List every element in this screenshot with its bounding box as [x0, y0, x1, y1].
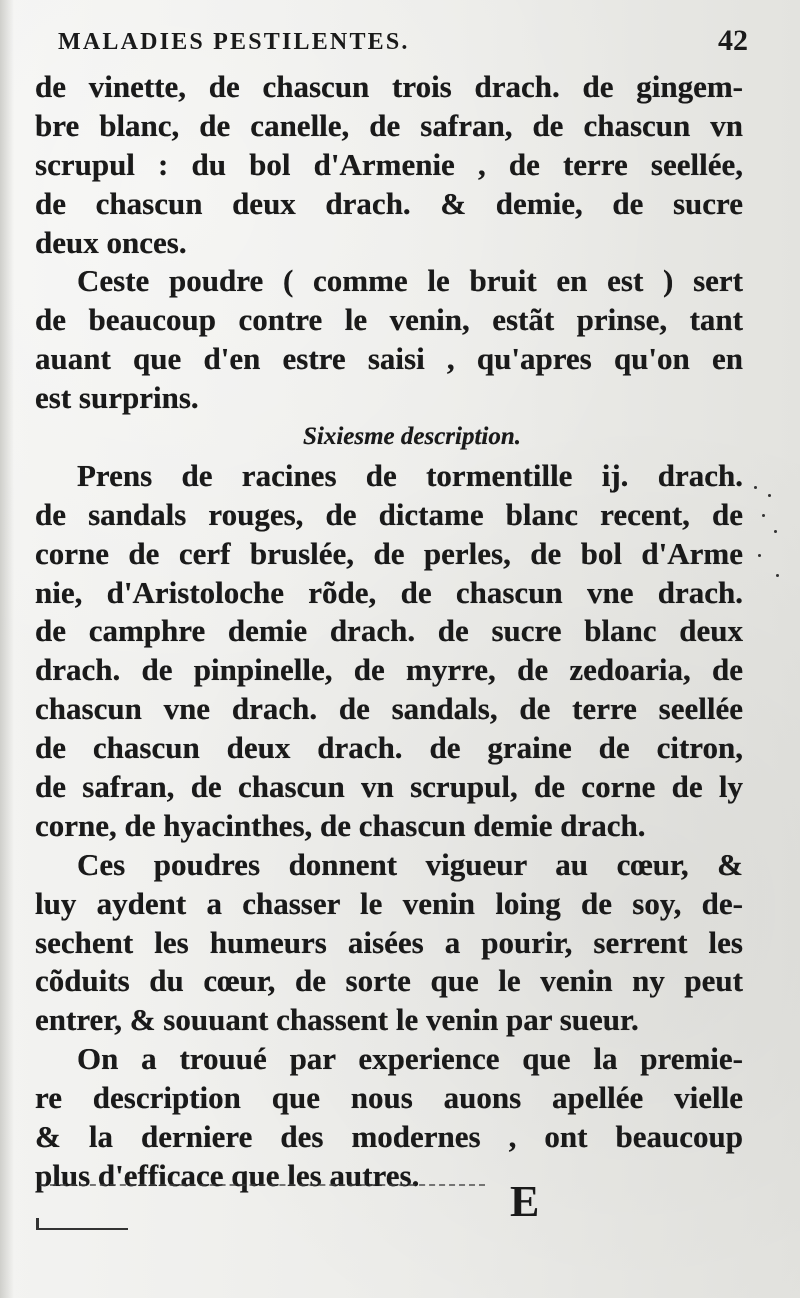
text-line: Ceste poudre ( comme le bruit en est ) sert [77, 263, 743, 299]
text-line: de chascun deux drach. de graine de citron, [35, 730, 743, 766]
text-line: scrupul : du bol d'Armenie , de terre seellée, [35, 146, 743, 182]
text-line: drach. de pinpinelle, de myrre, de zedoaria, de [35, 652, 743, 688]
text-line: est surprins. [35, 380, 199, 416]
footer-rule-mark [36, 1214, 506, 1232]
text-line: entrer, & souuant chassent le venin par sueur. [35, 1002, 639, 1038]
paragraph-1 [35, 68, 743, 262]
text-line: nie, d'Aristoloche rõde, de chascun vne drach. [35, 574, 743, 610]
text-line: re description que nous auons apellée vielle [35, 1080, 743, 1116]
running-head [58, 24, 748, 62]
text-line: luy aydent a chasser le venin loing de soy, de- [35, 885, 743, 921]
text-line: cõduits du cœur, de sorte que le venin ny peut [35, 963, 743, 999]
text-line: de camphre demie drach. de sucre blanc deux [35, 613, 743, 649]
paragraph-4 [35, 846, 743, 1040]
text-line: auant que d'en estre saisi , qu'apres qu'on en [35, 341, 743, 377]
main-text-block [35, 68, 743, 1196]
page-gutter-shadow [0, 0, 14, 1298]
text-line: bre blanc, de canelle, de safran, de chascun vn [35, 107, 743, 143]
text-line: de safran, de chascun vn scrupul, de corne de ly [35, 769, 743, 805]
paragraph-3 [35, 457, 743, 846]
margin-speckles [750, 486, 786, 586]
paragraph-5 [35, 1040, 743, 1196]
paragraph-2 [35, 262, 743, 418]
closing-underline [40, 1176, 485, 1194]
text-line: Ces poudres donnent vigueur au cœur, & [77, 846, 743, 882]
running-title: MALADIES PESTILENTES. [58, 29, 410, 55]
page-number: 42 [718, 24, 748, 57]
section-heading: Sixiesme description. [302, 423, 522, 451]
text-line: On a trouué par experience que la premie- [77, 1041, 743, 1077]
text-line: plus d'efficace que les autres. [35, 1157, 420, 1193]
text-line: chascun vne drach. de sandals, de terre seellée [35, 691, 743, 727]
text-line: corne de cerf bruslée, de perles, de bol d'Arme [35, 535, 743, 571]
text-line: corne, de hyacinthes, de chascun demie drach. [35, 807, 646, 843]
text-line: de beaucoup contre le venin, estãt prinse, tant [35, 302, 743, 338]
signature-letter: E [510, 1177, 540, 1226]
text-line: de chascun deux drach. & demie, de sucre [35, 185, 743, 221]
text-line: sechent les humeurs aisées a pourir, serrent les [35, 924, 743, 960]
text-line: & la derniere des modernes , ont beaucoup [35, 1119, 743, 1155]
text-line: Prens de racines de tormentille ij. drach. [77, 457, 743, 493]
text-line: deux onces. [35, 224, 187, 260]
dashed-rule [40, 1184, 485, 1186]
text-line: de sandals rouges, de dictame blanc recent, de [35, 496, 743, 532]
text-line: de vinette, de chascun trois drach. de gingem- [35, 69, 743, 104]
